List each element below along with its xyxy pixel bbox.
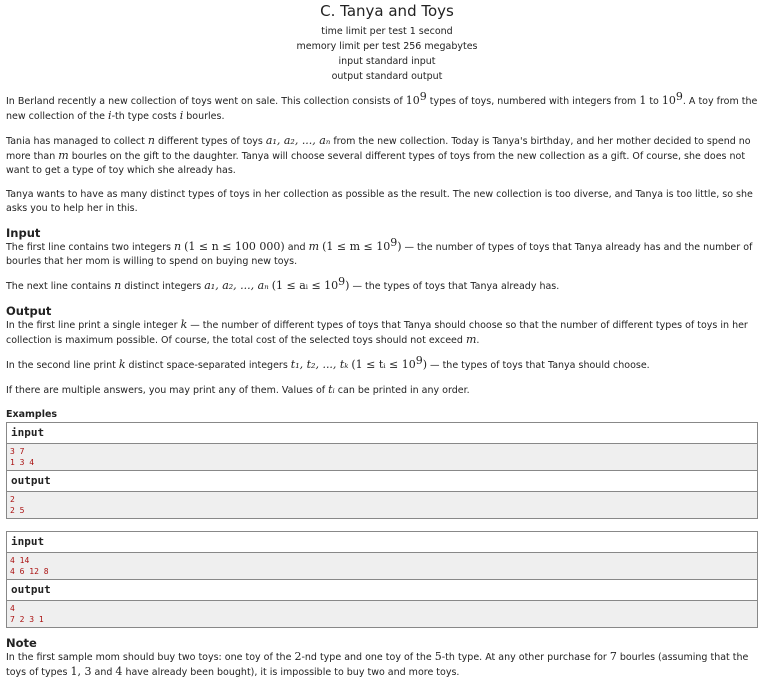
sample-test-1	[6, 422, 758, 519]
note-paragraph: In the first sample mom should buy two toys: one toy of the 2-nd type and one toy of the 5-th type. At any other purchase for 7 bourles (assuming that the toys of types 1, 3 and 4 have already been bought), it is impossible to buy two and more toys.	[6, 650, 749, 678]
problem-title: C. Tanya and Toys	[320, 2, 454, 20]
time-limit: time limit per test 1 second	[321, 26, 453, 37]
sample-test-2	[6, 531, 758, 628]
output-paragraph-1: In the first line print a single integer k — the number of different types of toys that Tanya should choose so that the number of different types of toys in her collection is maximum possible. Of course, the total cost of the selected toys should not exceed m.	[6, 318, 748, 346]
sample-input-body[interactable]: 3 7 1 3 4	[7, 444, 757, 471]
output-file: output standard output	[331, 71, 443, 82]
output-section-title: Output	[6, 304, 52, 318]
memory-limit: memory limit per test 256 megabytes	[296, 41, 478, 52]
sample-output-label: output	[7, 580, 757, 601]
input-paragraph-1: The first line contains two integers n (1 ≤ n ≤ 100 000) and m $(1 \le m \le 10^9)$ — the number of types of toys that Tanya already has and the number of bourles that her mom is willing to spend on buying new toys.	[6, 235, 753, 267]
legend-paragraph-3: Tanya wants to have as many distinct types of toys in her collection as possible as the result. The new collection is too diverse, and Tanya is too little, so she asks you to help her in this.	[6, 189, 753, 214]
sample-output-body[interactable]: 2 2 5	[7, 492, 757, 518]
input-paragraph-2: The next line contains n distinct integers a₁, a₂, ..., aₙ (1 ≤ aᵢ ≤ $10^9$) — the types of toys that Tanya already has.	[6, 274, 560, 292]
output-paragraph-3: If there are multiple answers, you may print any of them. Values of tᵢ can be printed in any order.	[6, 383, 470, 396]
output-paragraph-2: In the second line print k distinct space-separated integers t₁, t₂, ..., tₖ (1 ≤ tᵢ ≤ $10^9$) — the types of toys that Tanya should choose.	[6, 353, 650, 371]
sample-input-body[interactable]: 4 14 4 6 12 8	[7, 553, 757, 580]
problem-header	[6, 0, 768, 94]
sample-output-body[interactable]: 4 7 2 3 1	[7, 601, 757, 627]
sample-output-label: output	[7, 471, 757, 492]
examples-title: Examples	[6, 409, 58, 420]
sample-input-label: input	[7, 423, 757, 444]
input-section-title: Input	[6, 226, 41, 240]
input-file: input standard input	[338, 56, 436, 67]
legend-paragraph-1: In Berland recently a new collection of toys went on sale. This collection consists of $10^9$ types of toys, numbered with integers from 1 to $10^9$. A toy from the new collection of the i-th type costs i bourles.	[6, 89, 758, 122]
note-title: Note	[6, 636, 37, 650]
sample-input-label: input	[7, 532, 757, 553]
legend-paragraph-2: Tania has managed to collect n different types of toys a₁, a₂, ..., aₙ from the new collection. Today is Tanya's birthday, and her mother decided to spend no more than m bourles on the gift to the daughter. Tanya will choose several different types of toys from the new collection as a gift. Of course, she does not want to get a type of toy which she already has.	[6, 134, 751, 176]
